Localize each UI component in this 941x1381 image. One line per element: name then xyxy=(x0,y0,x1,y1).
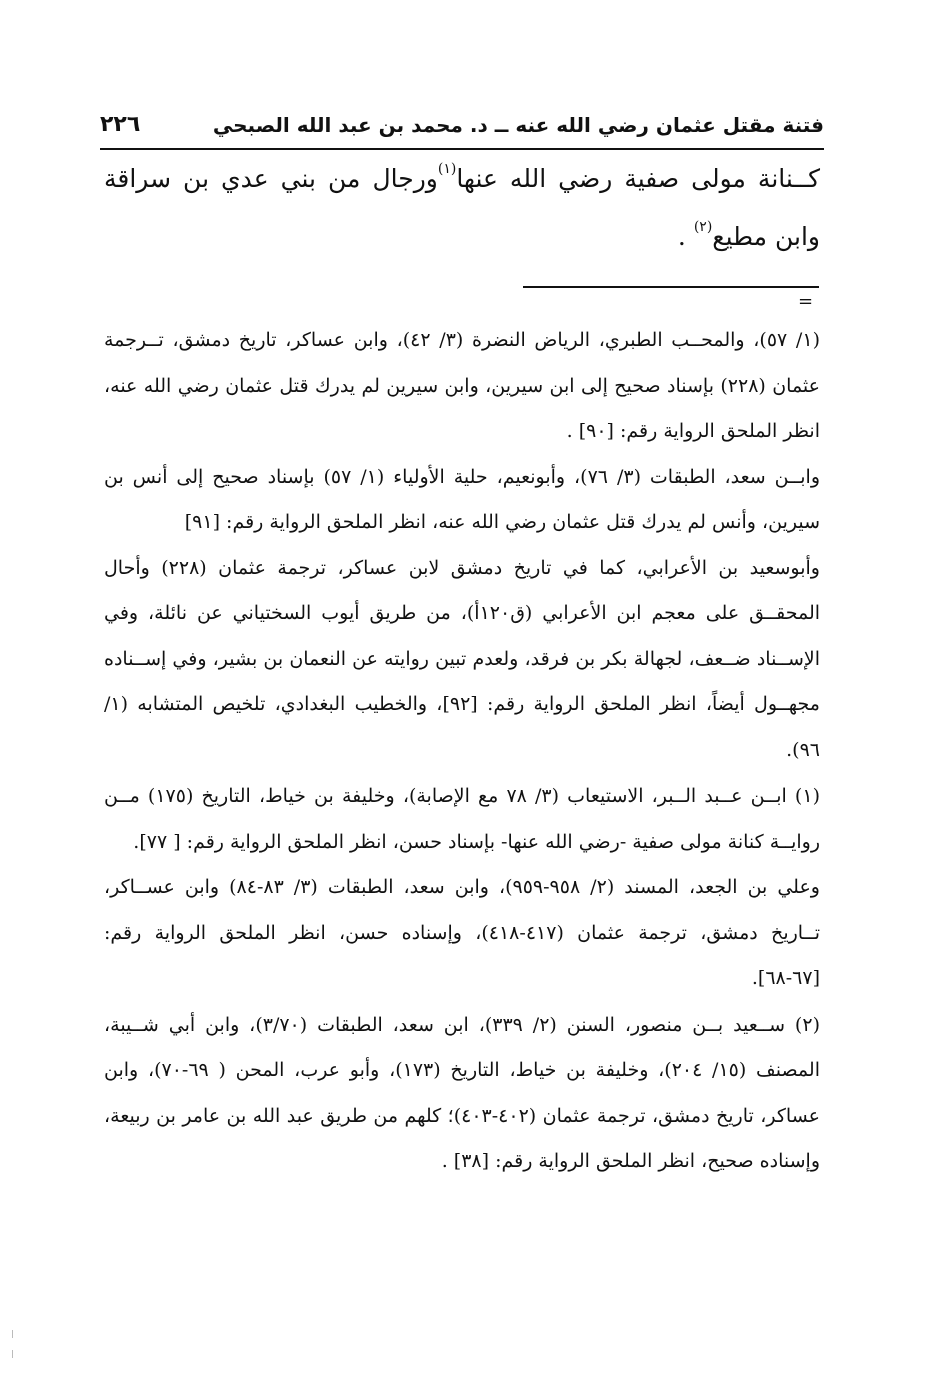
scan-mark xyxy=(12,1330,13,1338)
continuation-mark: = xyxy=(798,291,814,312)
footnote-paragraph: (١/ ٥٧)، والمحــب الطبري، الرياض النضرة (٣/ ٤٢)، وابن عساكر، تاريخ دمشق، تــرجمة عثمان (٢٢٨) بإسناد صحيح إلى ابن سيرين، وابن سيرين لم يدرك قتل عثمان رضي الله عنه، انظر الملحق الرواية رقم: [٩٠] . xyxy=(104,329,820,442)
scan-mark xyxy=(12,1350,13,1358)
main-text-part-2: ورجال من بني عدي بن سراقة وابن مطيع xyxy=(104,164,820,251)
footnote-1: (١) ابــن عــبد الــبر، الاستيعاب (٣/ ٧٨ مع الإصابة)، وخليفة بن خياط، التاريخ (١٧٥) مــن روايــة كنانة مولى صفية -رضي الله عنها- بإسناد حسن، انظر الملحق الرواية رقم: [ ٧٧]. xyxy=(104,785,820,853)
footnote-paragraph: وعلي بن الجعد، المسند (٢/ ٩٥٨-٩٥٩)، وابن سعد، الطبقات (٣/ ٨٣-٨٤) وابن عســاكر، تــاريخ دمشق، ترجمة عثمان (٤١٧-٤١٨)، وإسناده حسن، انظر الملحق الرواية رقم: [٦٧-٦٨]. xyxy=(104,876,820,989)
footnotes xyxy=(104,318,820,1185)
main-paragraph xyxy=(104,150,820,266)
main-text-part-1: كــنانة مولى صفية رضي الله عنها xyxy=(456,164,821,193)
footnote-ref-1: (١) xyxy=(437,161,457,177)
footnote-paragraph: وابــن سعد، الطبقات (٣/ ٧٦)، وأبونعيم، حلية الأولياء (١/ ٥٧) بإسناد صحيح إلى أنس بن سيرين، وأنس لم يدرك قتل عثمان رضي الله عنه، انظر الملحق الرواية رقم: [٩١] xyxy=(104,465,820,533)
footnote-ref-2: (٢) xyxy=(693,219,713,235)
running-header xyxy=(100,108,824,144)
page-number: ٢٢٦ xyxy=(100,112,141,137)
footnote-paragraph: وأبوسعيد بن الأعرابي، كما في تاريخ دمشق لابن عساكر، ترجمة عثمان (٢٢٨) وأحال المحقــق على معجم ابن الأعرابي (ق١٢٠أ)، من طريق أيوب السختياني عن نائلة، وفي الإســناد ضــعف، لجهالة بكر بن فرقد، ولعدم تبين روايته عن النعمان بن بشير، وفي إســناده مجهــول أيضاً، انظر الملحق الرواية رقم: [٩٢]، والخطيب البغدادي، تلخيص المتشابه (١/ ٩٦). xyxy=(104,556,821,761)
main-text-part-3: . xyxy=(677,222,694,251)
header-title: فتنة مقتل عثمان رضي الله عنه ــ د. محمد بن عبد الله الصبحي xyxy=(212,113,824,137)
main-text xyxy=(104,150,820,266)
footnote-separator xyxy=(523,286,819,288)
footnote-2: (٢) ســعيد بــن منصور، السنن (٢/ ٣٣٩)، ابن سعد، الطبقات (٣/٧٠)، وابن أبي شــيبة، المصنف (١٥/ ٢٠٤)، وخليفة بن خياط، التاريخ (١٧٣)، وأبو عرب، المحن ( ٦٩-٧٠)، وابن عساكر، تاريخ دمشق، ترجمة عثمان (٤٠٢-٤٠٣)؛ كلهم من طريق عبد الله بن عامر بن ربيعة، وإسناده صحيح، انظر الملحق الرواية رقم: [٣٨] . xyxy=(104,1013,820,1172)
